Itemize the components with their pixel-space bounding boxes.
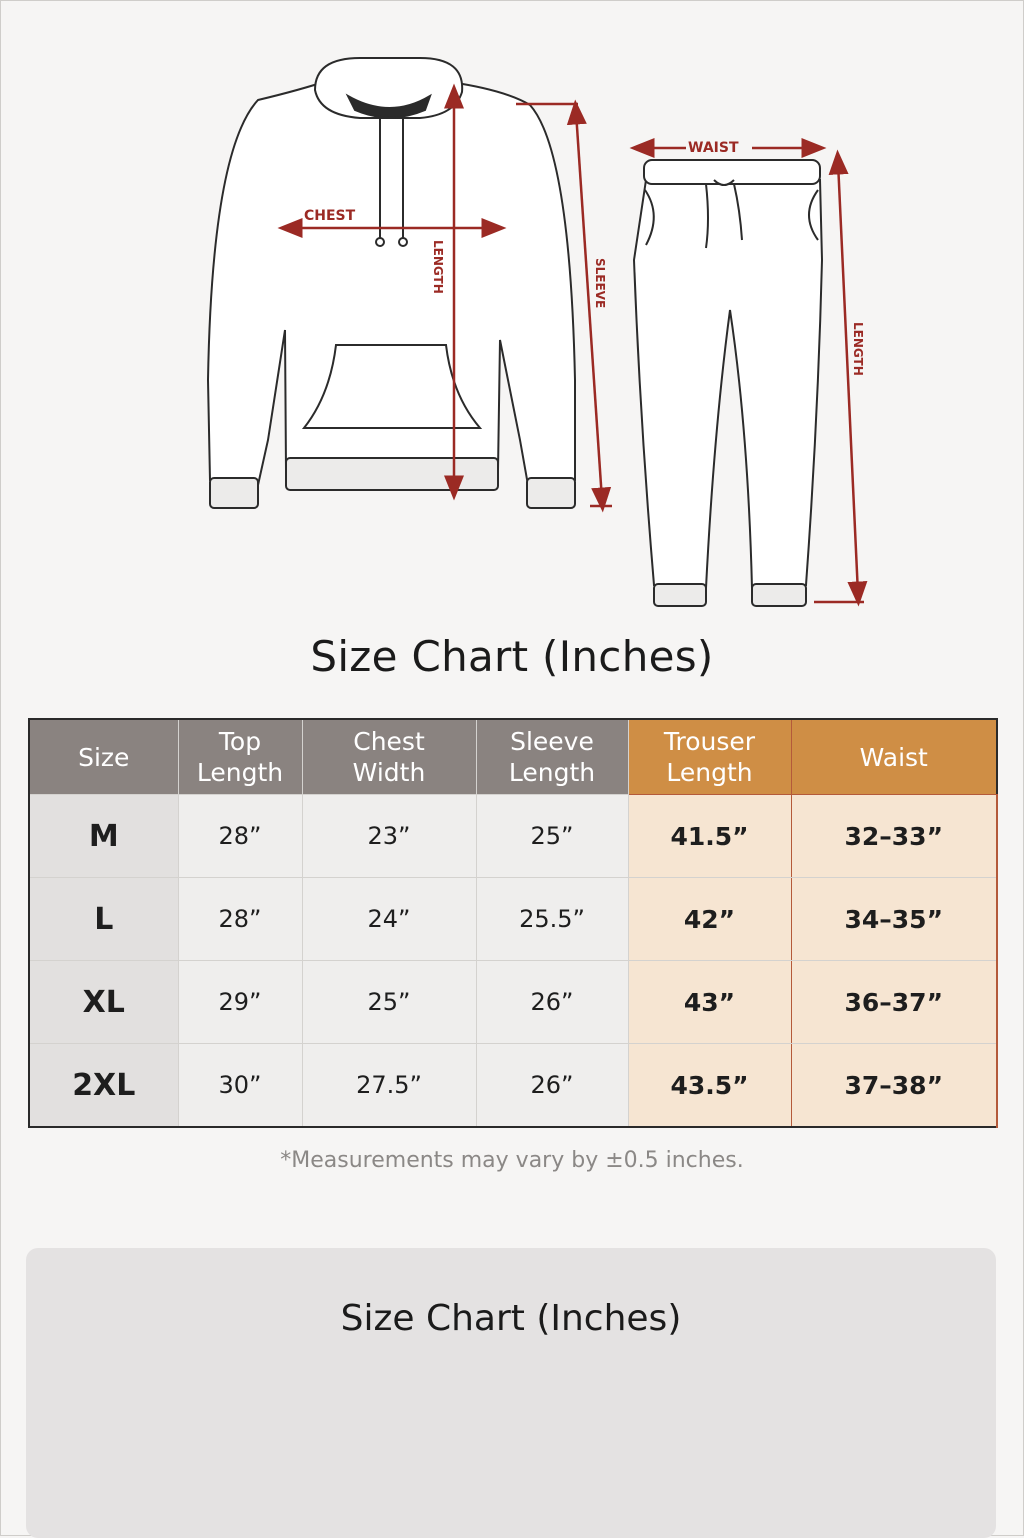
header-chest-width: Chest Width xyxy=(302,719,476,795)
hoodie-chest-label: CHEST xyxy=(304,208,356,224)
table-row xyxy=(29,961,997,1044)
table-header-row xyxy=(29,719,997,795)
cell-top-length: 29” xyxy=(178,961,302,1044)
pants-waist-label: WAIST xyxy=(688,140,739,156)
cell-waist: 37–38” xyxy=(791,1044,997,1128)
cell-waist: 34–35” xyxy=(791,878,997,961)
cell-chest-width: 27.5” xyxy=(302,1044,476,1128)
header-trouser-length: Trouser Length xyxy=(628,719,791,795)
pants-length-label: LENGTH xyxy=(851,322,865,376)
cell-size: 2XL xyxy=(29,1044,178,1128)
cell-sleeve-length: 25.5” xyxy=(476,878,628,961)
page-title: Size Chart (Inches) xyxy=(310,632,714,681)
cell-trouser-length: 42” xyxy=(628,878,791,961)
hoodie-length-label: LENGTH xyxy=(431,240,445,294)
pants-illustration xyxy=(634,160,822,606)
cell-sleeve-length: 25” xyxy=(476,795,628,878)
cell-chest-width: 25” xyxy=(302,961,476,1044)
cell-waist: 36–37” xyxy=(791,961,997,1044)
header-size: Size xyxy=(29,719,178,795)
header-waist: Waist xyxy=(791,719,997,795)
bottom-panel xyxy=(26,1248,996,1538)
cell-sleeve-length: 26” xyxy=(476,961,628,1044)
cell-size: L xyxy=(29,878,178,961)
cell-top-length: 28” xyxy=(178,795,302,878)
cell-trouser-length: 41.5” xyxy=(628,795,791,878)
cell-size: XL xyxy=(29,961,178,1044)
cell-top-length: 28” xyxy=(178,878,302,961)
garment-diagram xyxy=(0,0,1024,640)
panel-title: Size Chart (Inches) xyxy=(340,1298,682,1339)
cell-sleeve-length: 26” xyxy=(476,1044,628,1128)
size-chart-table xyxy=(28,718,998,1128)
cell-chest-width: 24” xyxy=(302,878,476,961)
hoodie-sleeve-label: SLEEVE xyxy=(593,258,607,309)
cell-trouser-length: 43.5” xyxy=(628,1044,791,1128)
header-sleeve-length: Sleeve Length xyxy=(476,719,628,795)
table-row xyxy=(29,795,997,878)
cell-waist: 32–33” xyxy=(791,795,997,878)
cell-chest-width: 23” xyxy=(302,795,476,878)
header-top-length: Top Length xyxy=(178,719,302,795)
cell-size: M xyxy=(29,795,178,878)
cell-top-length: 30” xyxy=(178,1044,302,1128)
cell-trouser-length: 43” xyxy=(628,961,791,1044)
hoodie-illustration xyxy=(208,58,575,508)
measurement-note: *Measurements may vary by ±0.5 inches. xyxy=(280,1148,744,1173)
table-row xyxy=(29,1044,997,1128)
table-row xyxy=(29,878,997,961)
